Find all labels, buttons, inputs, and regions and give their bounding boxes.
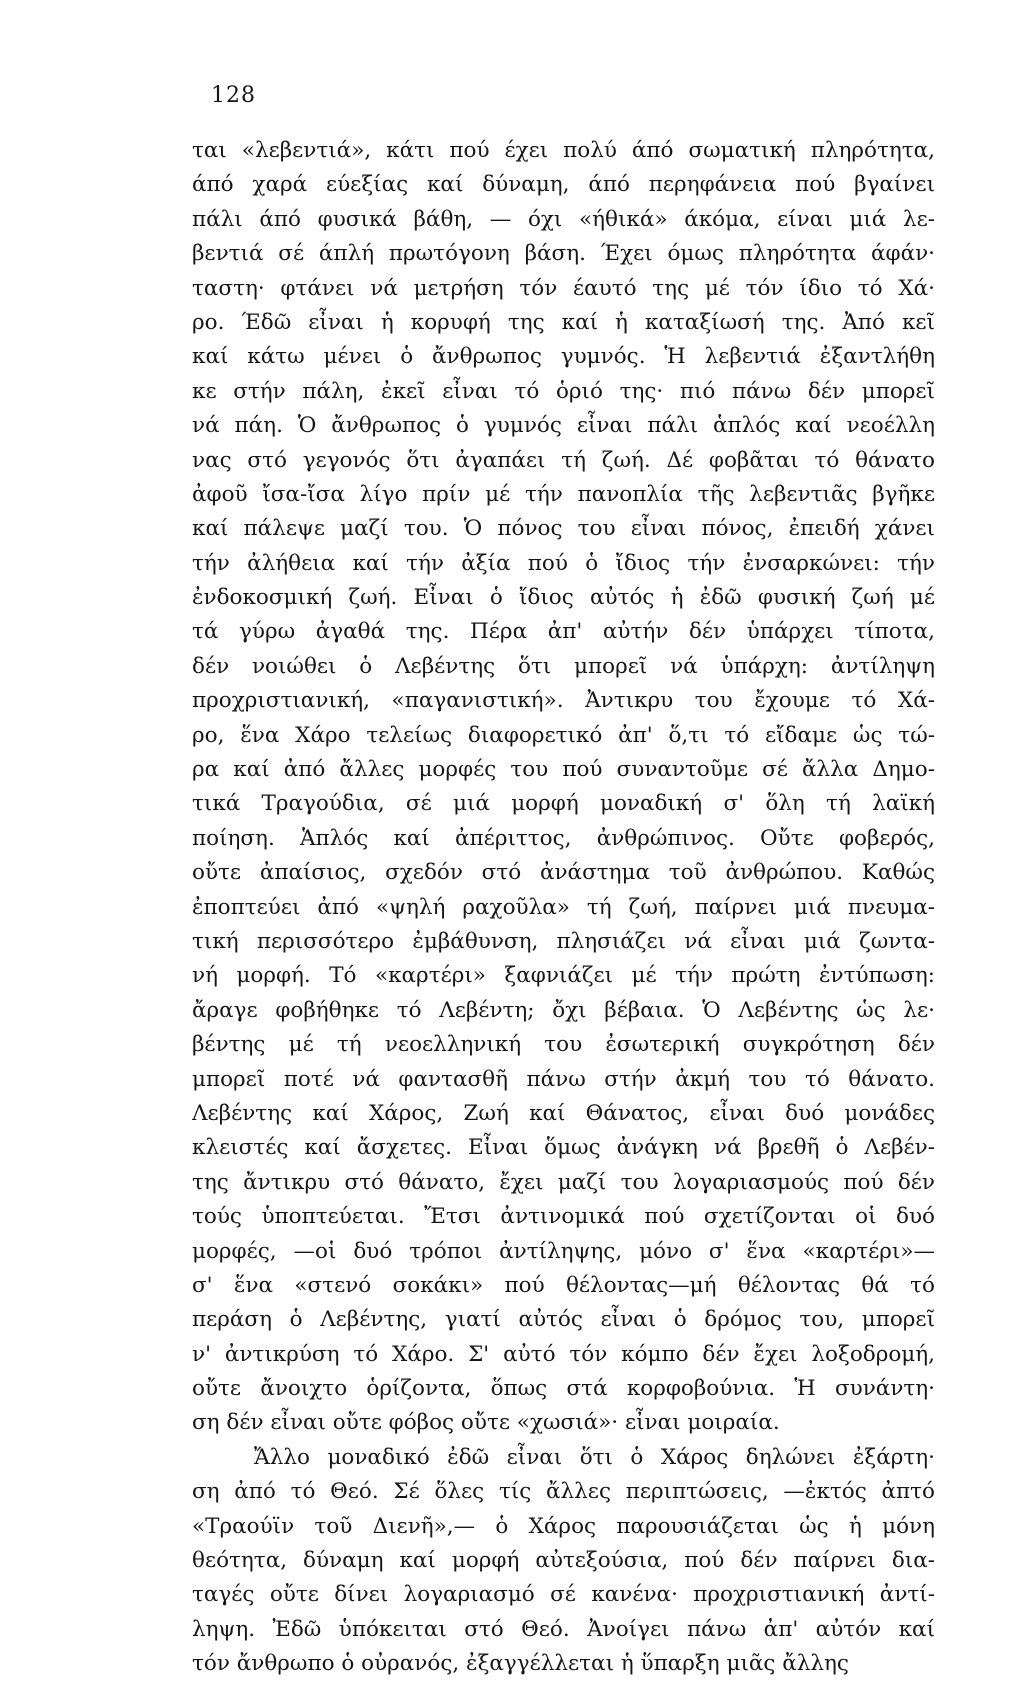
text-line: ση δέν εἶναι οὔτε φόβος οὔτε «χωσιά»· εἶναι μοιραία. (192, 1410, 780, 1436)
page-number: 128 (211, 83, 256, 108)
text-line: ποίηση. Ἁπλός καί ἀπέριττος, ἀνθρώπινος. Οὔτε φοβερός, (192, 825, 935, 851)
text-line: νας στό γεγονός ὅτι ἀγαπάει τή ζωή. Δέ φοβᾶται τό θάνατο (192, 447, 935, 473)
text-line: οὔτε ἄνοιχτο ὁρίζοντα, ὅπως στά κορφοβούνια. Ἡ συνάντη· (192, 1376, 935, 1402)
body-text (192, 134, 935, 1682)
text-line: τόν ἄνθρωπο ὁ οὐρανός, ἐξαγγέλλεται ἡ ὕπαρξη μιᾶς ἄλλης (192, 1651, 849, 1677)
text-line: νή μορφή. Τό «καρτέρι» ξαφνιάζει μέ τήν πρώτη ἐντύπωση: (192, 963, 935, 989)
text-line: πάλι άπό φυσικά βάθη, — όχι «ήθικά» άκόμα, είναι μιά λε- (192, 206, 935, 232)
text-line: ταγές οὔτε δίνει λογαριασμό σέ κανένα· προχριστιανική ἀντί- (192, 1582, 935, 1608)
text-line: δέν νοιώθει ὁ Λεβέντης ὅτι μπορεῖ νά ὑπάρχη: ἀντίληψη (192, 653, 935, 679)
text-line: ρο. Έδῶ εἶναι ἡ κορυφή της καί ἡ καταξίωσή της. Ἀπό κεῖ (192, 309, 935, 335)
text-line: «Τραούϊν τοῦ Διενῆ»,— ὁ Χάρος παρουσιάζεται ὡς ἡ μόνη (192, 1513, 935, 1539)
text-line: οὔτε ἀπαίσιος, σχεδόν στό ἀνάστημα τοῦ ἀνθρώπου. Καθώς (192, 860, 935, 886)
text-line: τήν ἀλήθεια καί τήν ἀξία πού ὁ ἴδιος τήν ἐνσαρκώνει: τήν (192, 550, 935, 576)
text-line: ἄραγε φοβήθηκε τό Λεβέντη; ὄχι βέβαια. Ὁ Λεβέντης ὡς λε· (192, 997, 935, 1023)
text-line: ση ἀπό τό Θεό. Σέ ὅλες τίς ἄλλες περιπτώσεις, —ἐκτός ἀπτό (192, 1479, 935, 1505)
text-line: κε στήν πάλη, ἐκεῖ εἶναι τό ὁριό της· πιό πάνω δέν μπορεῖ (192, 378, 935, 404)
text-line: τούς ὑποπτεύεται. Ἔτσι ἀντινομικά πού σχετίζονται οἱ δυό (192, 1204, 935, 1230)
text-line: βέντης μέ τή νεοελληνική του ἐσωτερική συγκρότηση δέν (192, 1032, 935, 1058)
text-line: καί πάλεψε μαζί του. Ὁ πόνος του εἶναι πόνος, ἐπειδή χάνει (192, 516, 935, 542)
text-line: σ' ἕνα «στενό σοκάκι» πού θέλοντας—μή θέλοντας θά τό (192, 1272, 935, 1298)
text-line: ν' ἀντικρύση τό Χάρο. Σ' αὐτό τόν κόμπο δέν ἔχει λοξοδρομή, (192, 1341, 935, 1367)
text-line: τά γύρω ἀγαθά της. Πέρα ἀπ' αὐτήν δέν ὑπάρχει τίποτα, (192, 619, 935, 645)
text-line: θεότητα, δύναμη καί μορφή αὐτεξούσια, πού δέν παίρνει δια- (192, 1548, 935, 1574)
text-line: κλειστές καί ἄσχετες. Εἶναι ὅμως ἀνάγκη νά βρεθῆ ὁ Λεβέν- (192, 1135, 935, 1161)
text-line: βεντιά σέ άπλή πρωτόγονη βάση. Έχει όμως πληρότητα άφάν· (192, 241, 935, 267)
text-line: τική περισσότερο ἐμβάθυνση, πλησιάζει νά εἶναι μιά ζωντα- (192, 928, 935, 954)
text-line: μορφές, —οἱ δυό τρόποι ἀντίληψης, μόνο σ' ἕνα «καρτέρι»— (192, 1238, 935, 1264)
text-line: της ἄντικρυ στό θάνατο, ἔχει μαζί του λογαριασμούς πού δέν (192, 1169, 935, 1195)
text-line: νά πάη. Ὁ ἄνθρωπος ὁ γυμνός εἶναι πάλι ἁπλός καί νεοέλλη (192, 413, 935, 439)
text-line: ρα καί ἀπό ἄλλες μορφές του πού συναντοῦμε σέ ἄλλα Δημο- (192, 757, 935, 783)
text-line: Ἄλλο μοναδικό ἐδῶ εἶναι ὅτι ὁ Χάρος δηλώνει ἐξάρτη· (254, 1444, 935, 1470)
text-line: άπό χαρά εύεξίας καί δύναμη, άπό περηφάνεια πού βγαίνει (192, 172, 935, 198)
text-line: προχριστιανική, «παγανιστική». Ἀντικρυ του ἔχουμε τό Χά- (192, 688, 935, 714)
text-line: ται «λεβεντιά», κάτι πού έχει πολύ άπό σωματική πληρότητα, (192, 138, 935, 163)
text-line: μπορεῖ ποτέ νά φαντασθῆ πάνω στήν ἀκμή του τό θάνατο. (192, 1066, 935, 1092)
text-line: ἐποπτεύει ἀπό «ψηλή ραχοῦλα» τή ζωή, παίρνει μιά πνευμα- (192, 894, 935, 920)
text-line: ταστη· φτάνει νά μετρήση τόν έαυτό της μέ τόν ίδιο τό Χά· (192, 275, 935, 301)
text-line: ἐνδοκοσμική ζωή. Εἶναι ὁ ἴδιος αὐτός ἡ ἐδῶ φυσική ζωή μέ (192, 585, 935, 611)
text-line: τικά Τραγούδια, σέ μιά μορφή μοναδική σ' ὅλη τή λαϊκή (192, 791, 935, 817)
text-line: ἀφοῦ ἴσα-ἴσα λίγο πρίν μέ τήν πανοπλία τῆς λεβεντιᾶς βγῆκε (192, 481, 935, 507)
text-line: ληψη. Ἐδῶ ὑπόκειται στό Θεό. Ἀνοίγει πάνω ἀπ' αὐτόν καί (192, 1616, 935, 1642)
text-line: καί κάτω μένει ὁ ἄνθρωπος γυμνός. Ἡ λεβεντιά ἐξαντλήθη (192, 344, 935, 370)
text-line: Λεβέντης καί Χάρος, Ζωή καί Θάνατος, εἶναι δυό μονάδες (192, 1100, 935, 1126)
text-line: ρο, ἕνα Χάρο τελείως διαφορετικό ἀπ' ὅ,τι τό εἴδαμε ὡς τώ- (192, 722, 935, 748)
text-line: περάση ὁ Λεβέντης, γιατί αὐτός εἶναι ὁ δρόμος του, μπορεῖ (192, 1307, 935, 1333)
